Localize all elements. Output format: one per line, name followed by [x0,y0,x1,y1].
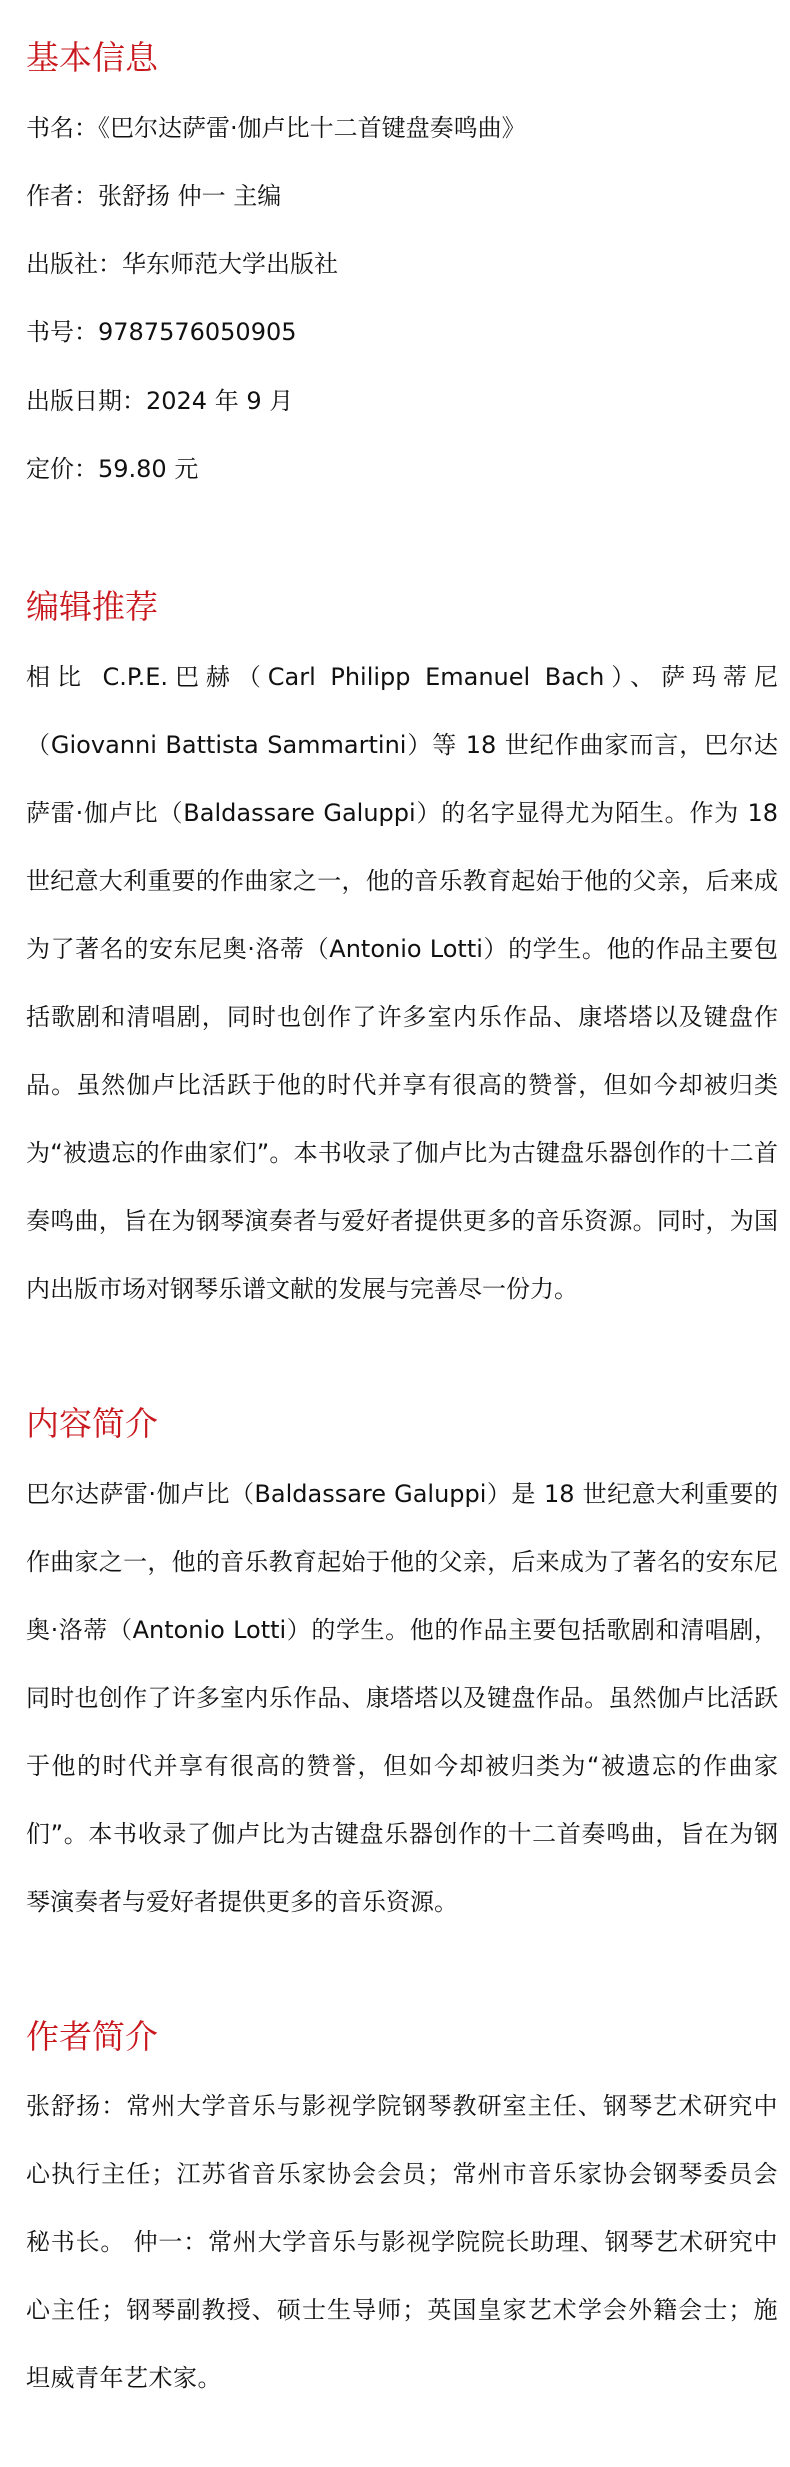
book-title-line: 书名：《巴尔达萨雷·伽卢比十二首键盘奏鸣曲》 [26,114,526,142]
book-date-line: 出版日期：2024 年 9 月 [26,387,294,415]
book-author-line: 作者：张舒扬 仲一 主编 [26,182,282,210]
author-intro-heading: 作者简介 [26,2017,158,2056]
content-intro-heading: 内容简介 [26,1404,158,1443]
editor-recommendation-text: 相比 C.P.E.巴赫（Carl Philipp Emanuel Bach）、萨玛蒂尼（Giovanni Battista Sammartini）等 18 世纪作曲家而言，巴尔达萨雷·伽卢比（Baldassare Galuppi）的名字显得尤为陌生。作为 18 世纪意大利重要的作曲家之一，他的音乐教育起始于他的父亲，后来成为了著名的安东尼奥·洛蒂（Antonio Lotti）的学生。他的作品主要包括歌剧和清唱剧，同时也创作了许多室内乐作品、康塔塔以及键盘作品。虽然伽卢比活跃于他的时代并享有很高的赞誉，但如今却被归类为“被遗忘的作曲家们”。本书收录了伽卢比为古键盘乐器创作的十二首奏鸣曲，旨在为钢琴演奏者与爱好者提供更多的音乐资源。同时，为国内出版市场对钢琴乐谱文献的发展与完善尽一份力。 [26,663,778,1303]
book-price-line: 定价：59.80 元 [26,455,199,483]
content-intro-text: 巴尔达萨雷·伽卢比（Baldassare Galuppi）是 18 世纪意大利重要的作曲家之一，他的音乐教育起始于他的父亲，后来成为了著名的安东尼奥·洛蒂（Antonio Lotti）的学生。他的作品主要包括歌剧和清唱剧，同时也创作了许多室内乐作品、康塔塔以及键盘作品。虽然伽卢比活跃于他的时代并享有很高的赞誉，但如今却被归类为“被遗忘的作曲家们”。本书收录了伽卢比为古键盘乐器创作的十二首奏鸣曲，旨在为钢琴演奏者与爱好者提供更多的音乐资源。 [26,1480,778,1916]
book-isbn-line: 书号：9787576050905 [26,318,297,346]
author-intro-text: 张舒扬：常州大学音乐与影视学院钢琴教研室主任、钢琴艺术研究中心执行主任；江苏省音乐家协会会员；常州市音乐家协会钢琴委员会秘书长。 仲一：常州大学音乐与影视学院院长助理、钢琴艺术研究中心主任；钢琴副教授、硕士生导师；英国皇家艺术学会外籍会士；施坦威青年艺术家。 [26,2092,778,2392]
basic-info-heading: 基本信息 [26,38,158,77]
editor-recommendation-heading: 编辑推荐 [26,587,158,626]
book-publisher-line: 出版社：华东师范大学出版社 [26,250,338,278]
